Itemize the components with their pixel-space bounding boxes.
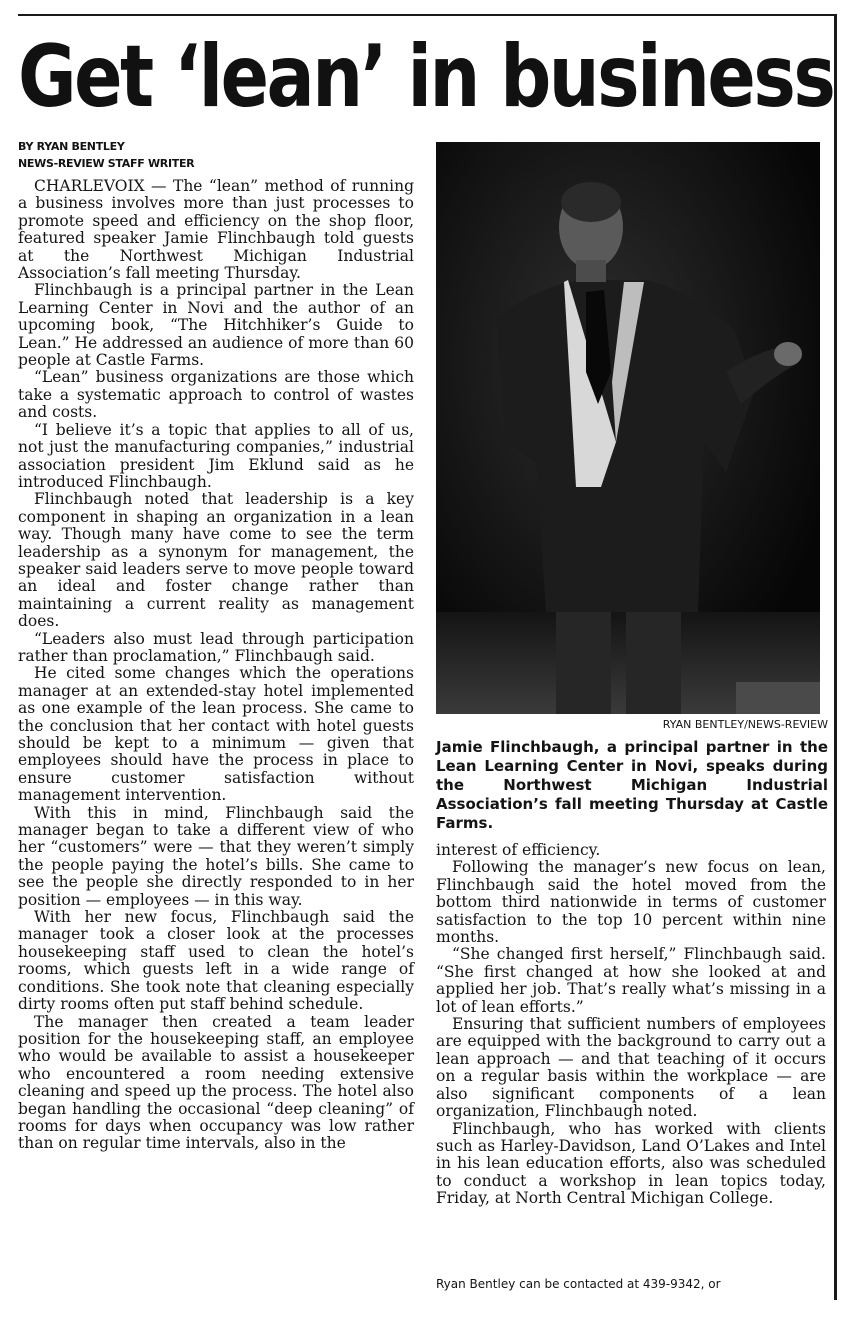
photo-credit: RYAN BENTLEY/NEWS-REVIEW [662,718,828,731]
paragraph: interest of efficiency. [436,841,601,859]
paragraph: Flinchbaugh, who has worked with clients such as Harley-Davidson, Land O’Lakes and Intel in his lean education efforts, also was scheduled to conduct a workshop in lean topics today, Friday, at North Central Michigan College. [436,1119,826,1208]
speaker-photo [436,142,820,714]
headline: Get ‘lean’ in business [18,27,834,127]
paragraph: With this in mind, Flinchbaugh said the manager began to take a different view of who her “customers” were — that they weren’t simply the people paying the hotel’s bills. She came to see the people she directly responded to in her position — employees — in this way. [18,803,414,909]
paragraph: “I believe it’s a topic that applies to all of us, not just the manufacturing companies,” industrial association president Jim Eklund said as he introduced Flinchbaugh. [18,420,414,491]
byline [18,138,194,172]
top-rule [18,14,836,16]
paragraph: “Lean” business organizations are those which take a systematic approach to control of wastes and costs. [18,368,414,422]
author-contact: Ryan Bentley can be contacted at 439-9342, or [436,1277,721,1291]
photo-caption: Jamie Flinchbaugh, a principal partner in the Lean Learning Center in Novi, speaks during the Northwest Michigan Industrial Association’s fall meeting Thursday at Castle Farms. [436,738,828,832]
right-border [834,14,837,1300]
speaker-photo-image [436,142,820,714]
paragraph: Following the manager’s new focus on lean, Flinchbaugh said the hotel moved from the bottom third nationwide in terms of customer satisfaction to the top 10 percent within nine months. [436,858,826,947]
paragraph: The manager then created a team leader position for the housekeeping staff, an employee who would be available to assist a housekeeper who encountered a room needing extensive cleaning and speed up the process. The hotel also began handling the occasional “deep cleaning” of rooms for days when occupancy was low rather than on regular time intervals, also in the [18,1012,414,1153]
article-column-2 [436,842,826,1208]
paragraph: With her new focus, Flinchbaugh said the manager took a closer look at the processes housekeeping staff used to clean the hotel’s rooms, which guests left in a wide range of conditions. She took note that cleaning especially dirty rooms often put staff behind schedule. [18,908,414,1014]
paragraph: He cited some changes which the operations manager at an extended-stay hotel implemented as one example of the lean process. She came to the conclusion that her contact with hotel guests should be kept to a minimum — given that employees should have the process in place to ensure customer satisfaction without management intervention. [18,664,414,805]
paragraph: “Leaders also must lead through participation rather than proclamation,” Flinchbaugh said. [18,629,414,665]
paragraph: CHARLEVOIX — The “lean” method of running a business involves more than just processes to promote speed and efficiency on the shop floor, featured speaker Jamie Flinchbaugh told guests at the Northwest Michigan Industrial Association’s fall meeting Thursday. [18,177,414,283]
paragraph: Flinchbaugh is a principal partner in the Lean Learning Center in Novi and the author of an upcoming book, “The Hitchhiker’s Guide to Lean.” He addressed an audience of more than 60 people at Castle Farms. [18,281,414,370]
byline-author: BY RYAN BENTLEY [18,140,125,153]
article-column-1 [18,178,414,1153]
byline-title: NEWS-REVIEW STAFF WRITER [18,157,195,170]
paragraph: Ensuring that sufficient numbers of employees are equipped with the background to carry out a lean approach — and that teaching of it occurs on a regular basis within the workplace — are also significant components of a lean organization, Flinchbaugh noted. [436,1015,826,1121]
paragraph: Flinchbaugh noted that leadership is a key component in shaping an organization in a lean way. Though many have come to see the term leadership as a synonym for management, the speaker said leaders serve to move people toward an ideal and foster change rather than maintaining a current reality as management does. [18,490,414,631]
paragraph: “She changed first herself,” Flinchbaugh said. “She first changed at how she looked at and applied her job. That’s really what’s missing in a lot of lean efforts.” [436,945,826,1016]
